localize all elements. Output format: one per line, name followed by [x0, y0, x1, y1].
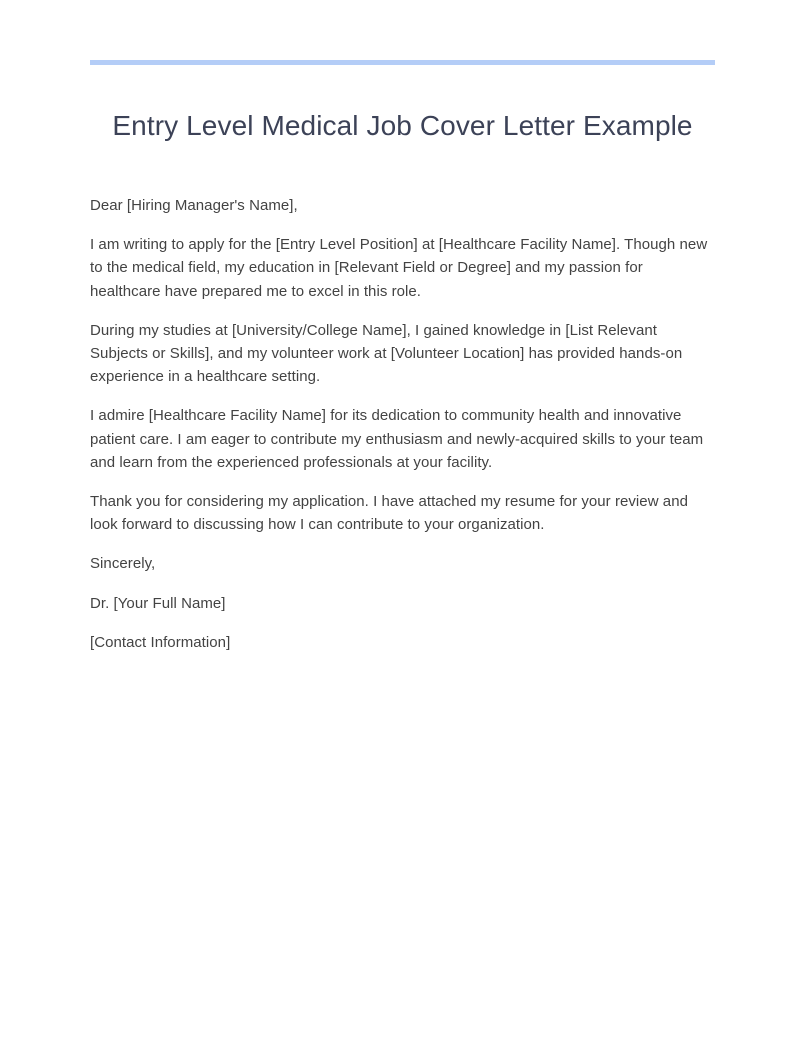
letter-salutation: Dear [Hiring Manager's Name],	[90, 197, 298, 214]
letter-signature-name: Dr. [Your Full Name]	[90, 594, 226, 612]
page-title: Entry Level Medical Job Cover Letter Example	[112, 110, 693, 141]
letter-signoff: Sincerely,	[90, 555, 156, 573]
letter-paragraph-intro: I am writing to apply for the [Entry Level Position] at [Healthcare Facility Name]. Though new to the medical field, my education in [Relevant Field or Degree] and my passion for healthcare have prepared me to excel in this role.	[90, 236, 708, 300]
letter-paragraph-education: During my studies at [University/College Name], I gained knowledge in [List Relevant Subjects or Skills], and my volunteer work at [Volunteer Location] has provided hands-on experience in a healthcare setting.	[90, 321, 683, 386]
letter-paragraph-motivation: I admire [Healthcare Facility Name] for its dedication to community health and innovative patient care. I am eager to contribute my enthusiasm and newly-acquired skills to your team and learn from the experienced professionals at your facility.	[90, 407, 704, 471]
letter-body	[90, 146, 715, 654]
letter-signature-contact: [Contact Information]	[90, 633, 231, 651]
letter-paragraph-closing: Thank you for considering my application. I have attached my resume for your review and look forward to discussing how I can contribute to your organization.	[90, 493, 688, 534]
letter-content-column	[90, 60, 715, 654]
